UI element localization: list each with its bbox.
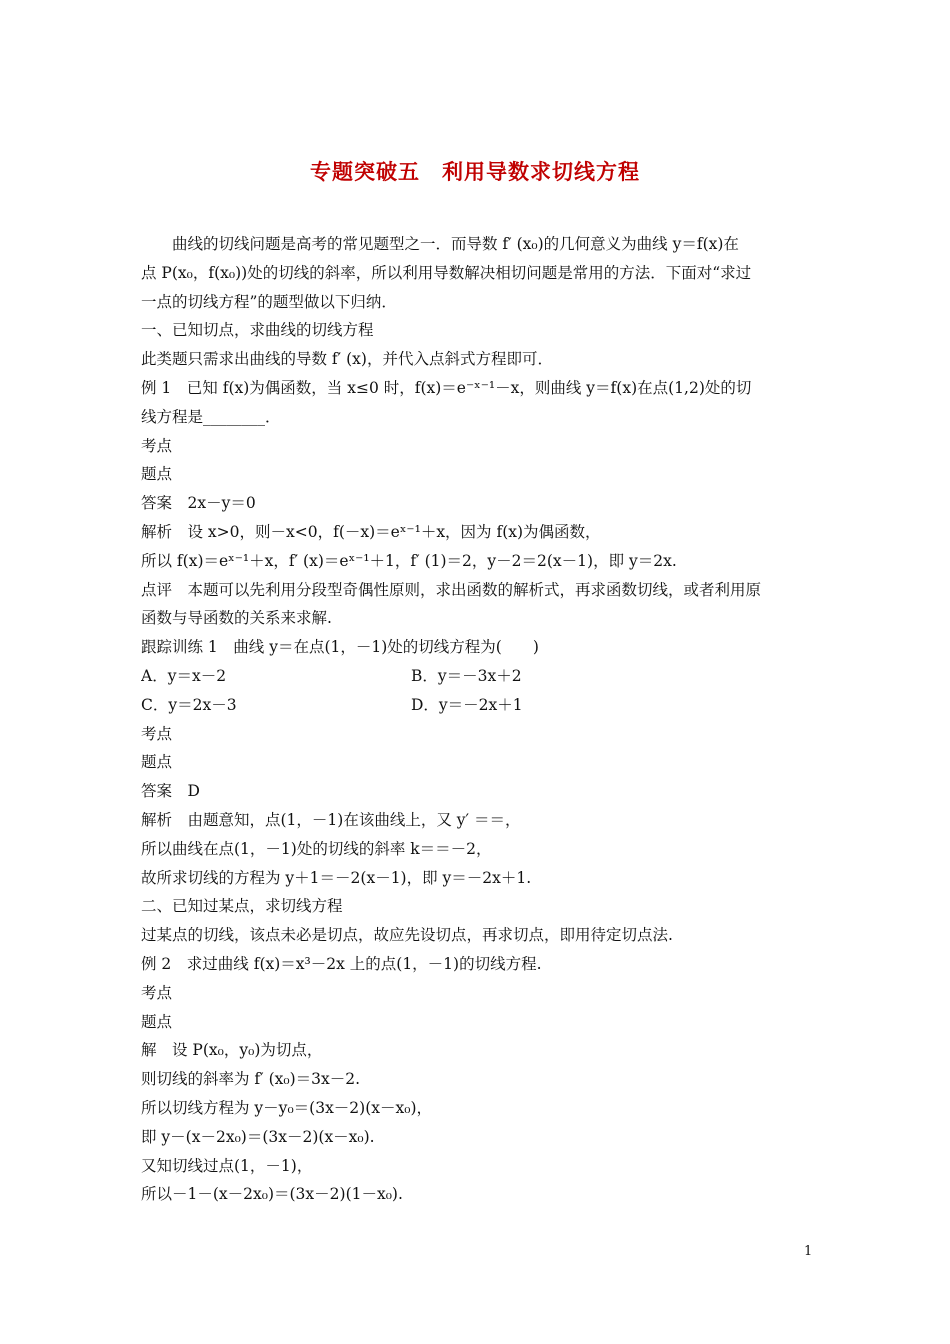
- option-a: A．y＝x－2: [141, 666, 227, 685]
- practice1-kaodian: 考点: [141, 724, 173, 743]
- example1-question-line-2: 线方程是________．: [141, 407, 281, 426]
- section2-description: 过某点的切线，该点未必是切点，故应先设切点，再求切点，即用待定切点法.: [141, 926, 673, 945]
- intro-line-2: 点 P(x₀，f(x₀))处的切线的斜率，所以利用导数解决相切问题是常用的方法．下面对“求过: [141, 263, 752, 282]
- document-body: [141, 230, 811, 1209]
- section1-description: 此类题只需求出曲线的导数 f′ (x)，并代入点斜式方程即可．: [141, 350, 553, 369]
- practice1-tidian: 题点: [141, 753, 173, 772]
- option-b: B．y＝－3x＋2: [411, 666, 522, 685]
- example2-kaodian: 考点: [141, 983, 173, 1002]
- practice1-answer: 答案 D: [141, 782, 200, 801]
- example1-comment-line-2: 函数与导函数的关系来求解.: [141, 609, 332, 628]
- example1-kaodian: 考点: [141, 436, 173, 455]
- example2-solution-line-4: 即 y－(x－2x₀)＝(3x－2)(x－x₀).: [141, 1127, 375, 1146]
- page-number: 1: [804, 1244, 813, 1259]
- intro-line-3: 一点的切线方程”的题型做以下归纳．: [141, 292, 397, 311]
- example2-solution-line-6: 所以－1－(x－2x₀)＝(3x－2)(1－x₀).: [141, 1185, 403, 1204]
- practice1-analysis-line-1: 解析 由题意知，点(1，－1)在该曲线上，又 y′ ＝＝，: [141, 810, 521, 829]
- example2-solution-line-1: 解 设 P(x₀，y₀)为切点，: [141, 1041, 323, 1060]
- page-title: 专题突破五 利用导数求切线方程: [310, 159, 640, 184]
- example2-solution-line-5: 又知切线过点(1，－1)，: [141, 1156, 313, 1175]
- example1-tidian: 题点: [141, 465, 173, 484]
- practice1-question: 跟踪训练 1 曲线 y＝在点(1，－1)处的切线方程为( ): [141, 638, 539, 657]
- example2-question: 例 2 求过曲线 f(x)＝x³－2x 上的点(1，－1)的切线方程.: [141, 954, 542, 973]
- practice1-options-row-2: [141, 691, 811, 720]
- option-d: D．y＝－2x＋1: [411, 695, 523, 714]
- example2-solution-line-3: 所以切线方程为 y－y₀＝(3x－2)(x－x₀)，: [141, 1098, 433, 1117]
- option-c: C．y＝2x－3: [141, 695, 237, 714]
- intro-line-1: 曲线的切线问题是高考的常见题型之一．而导数 f′ (x₀)的几何意义为曲线 y＝f(x)在: [172, 235, 739, 253]
- example2-tidian: 题点: [141, 1012, 173, 1031]
- example2-solution-line-2: 则切线的斜率为 f′ (x₀)＝3x－2.: [141, 1070, 361, 1089]
- example1-analysis-line-1: 解析 设 x>0，则－x<0，f(－x)＝eˣ⁻¹＋x，因为 f(x)为偶函数，: [141, 522, 601, 541]
- example1-analysis-line-2: 所以 f(x)＝eˣ⁻¹＋x，f′ (x)＝eˣ⁻¹＋1，f′ (1)＝2，y－2＝2(x－1)，即 y＝2x.: [141, 551, 677, 570]
- practice1-analysis-line-2: 所以曲线在点(1，－1)处的切线的斜率 k＝＝－2，: [141, 839, 492, 858]
- example1-question-line-1: 例 1 已知 f(x)为偶函数，当 x≤0 时，f(x)＝e⁻ˣ⁻¹－x，则曲线 y＝f(x)在点(1,2)处的切: [141, 378, 752, 397]
- practice1-analysis-line-3: 故所求切线的方程为 y＋1＝－2(x－1)，即 y＝－2x＋1.: [141, 868, 532, 887]
- example1-answer: 答案 2x－y＝0: [141, 494, 256, 513]
- practice1-options-row-1: [141, 662, 811, 691]
- example1-comment-line-1: 点评 本题可以先利用分段型奇偶性原则，求出函数的解析式，再求函数切线，或者利用原: [141, 580, 762, 599]
- section2-heading: 二、已知过某点，求切线方程: [141, 897, 343, 916]
- section1-heading: 一、已知切点，求曲线的切线方程: [141, 321, 374, 340]
